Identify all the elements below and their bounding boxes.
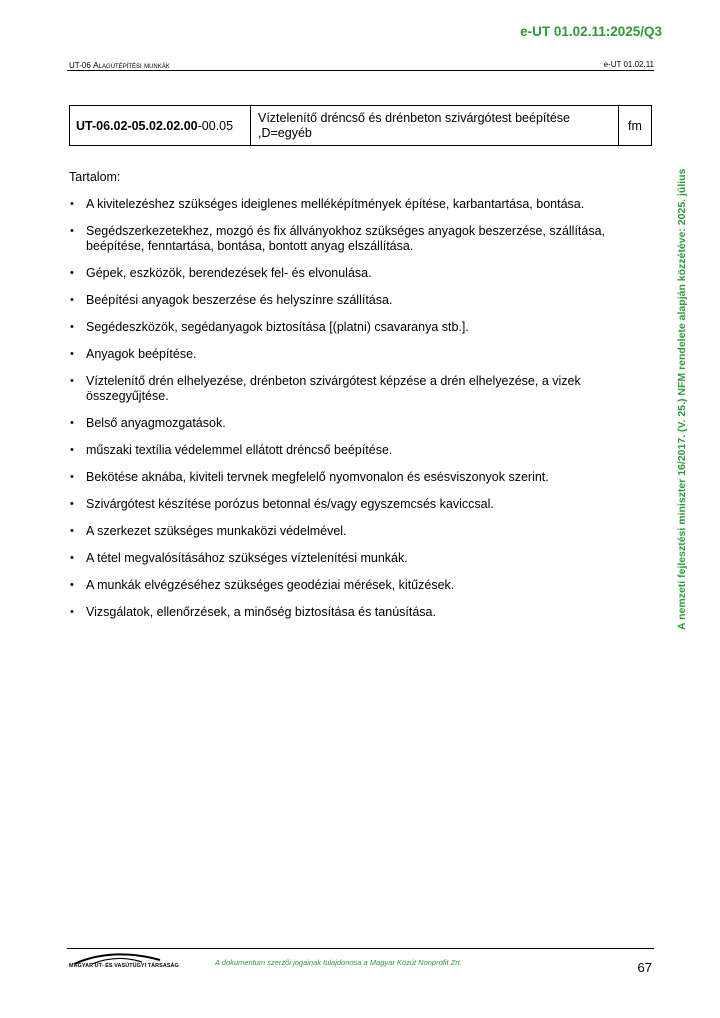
- item-description-line1: Víztelenítő dréncső és drénbeton szivárgótest beépítése: [258, 110, 570, 125]
- bullet-icon: •: [70, 267, 74, 279]
- bullet-icon: •: [70, 225, 74, 237]
- header-chapter-prefix: UT-06: [69, 61, 91, 70]
- list-item: • Segédeszközök, segédanyagok biztosítása [(platni) csavaranya stb.].: [70, 320, 469, 334]
- bullet-icon: •: [70, 348, 74, 360]
- list-item: • Beépítési anyagok beszerzése és helyszínre szállítása.: [70, 293, 393, 307]
- bullet-icon: •: [70, 552, 74, 564]
- item-code-bold: UT-06.02-05.02.02.00: [76, 118, 198, 133]
- list-item: • Gépek, eszközök, berendezések fel- és elvonulása.: [70, 266, 372, 280]
- footer-divider: [67, 948, 654, 949]
- bullet-icon: •: [70, 375, 74, 387]
- copyright-note: A dokumentum szerzői jogainak tulajdonosa a Magyar Közút Nonprofit Zrt.: [215, 958, 462, 967]
- list-item: • Belső anyagmozgatások.: [70, 416, 226, 430]
- item-description-cell: [251, 106, 619, 146]
- page-number: 67: [637, 960, 652, 975]
- bullet-icon: •: [70, 606, 74, 618]
- publication-note: A nemzeti fejlesztési miniszter 16/2017. (V. 25.) NFM rendelete alapján közzétéve: 2025. július: [676, 168, 688, 630]
- bullet-icon: •: [70, 294, 74, 306]
- item-unit-cell: fm: [619, 106, 652, 146]
- bullet-icon: •: [70, 198, 74, 210]
- header-divider: [67, 70, 654, 71]
- list-item: • Segédszerkezetekhez, mozgó és fix állványokhoz szükséges anyagok beszerzése, szállítása, beépítése, fenntartása, bontása, bontott anyag elszállítása.: [70, 224, 606, 253]
- item-table: [69, 105, 652, 146]
- bullet-icon: •: [70, 444, 74, 456]
- list-item: • Víztelenítő drén elhelyezése, drénbeton szivárgótest képzése a drén elhelyezése, a vizek összegyűjtése.: [70, 374, 581, 403]
- header-chapter-title: Alagútépítési munkák: [93, 60, 170, 70]
- item-code-cell: [70, 106, 251, 146]
- item-code-suffix: -00.05: [197, 118, 234, 133]
- list-item: • műszaki textília védelemmel ellátott dréncső beépítése.: [70, 443, 393, 457]
- document-code: e-UT 01.02.11:2025/Q3: [520, 24, 662, 39]
- header-doc-ref: e-UT 01.02.11: [603, 60, 654, 69]
- bullet-icon: •: [70, 321, 74, 333]
- content-label: Tartalom:: [69, 170, 121, 184]
- item-row: [70, 106, 652, 146]
- bullet-icon: •: [70, 498, 74, 510]
- item-description-line2: ,D=egyéb: [258, 125, 312, 140]
- content-list: [69, 197, 649, 632]
- list-item: • A munkák elvégzéséhez szükséges geodéziai mérések, kitűzések.: [70, 578, 455, 592]
- list-item: • A szerkezet szükséges munkaközi védelmével.: [70, 524, 347, 538]
- list-item: • A kivitelezéshez szükséges ideiglenes melléképítmények építése, karbantartása, bontása.: [70, 197, 585, 211]
- list-item: • A tétel megvalósításához szükséges víztelenítési munkák.: [70, 551, 408, 565]
- society-logo-text: MAGYAR ÚT- ÉS VASÚTÜGYI TÁRSASÁG: [69, 963, 179, 969]
- list-item: • Bekötése aknába, kiviteli tervnek megfelelő nyomvonalon és esésviszonyok szerint.: [70, 470, 549, 484]
- list-item: • Szivárgótest készítése porózus betonnal és/vagy egyszemcsés kaviccsal.: [70, 497, 494, 511]
- bullet-icon: •: [70, 471, 74, 483]
- bullet-icon: •: [70, 417, 74, 429]
- list-item: • Anyagok beépítése.: [70, 347, 197, 361]
- bullet-icon: •: [70, 525, 74, 537]
- list-item: • Vizsgálatok, ellenőrzések, a minőség biztosítása és tanúsítása.: [70, 605, 436, 619]
- bullet-icon: •: [70, 579, 74, 591]
- header-chapter: [69, 60, 170, 70]
